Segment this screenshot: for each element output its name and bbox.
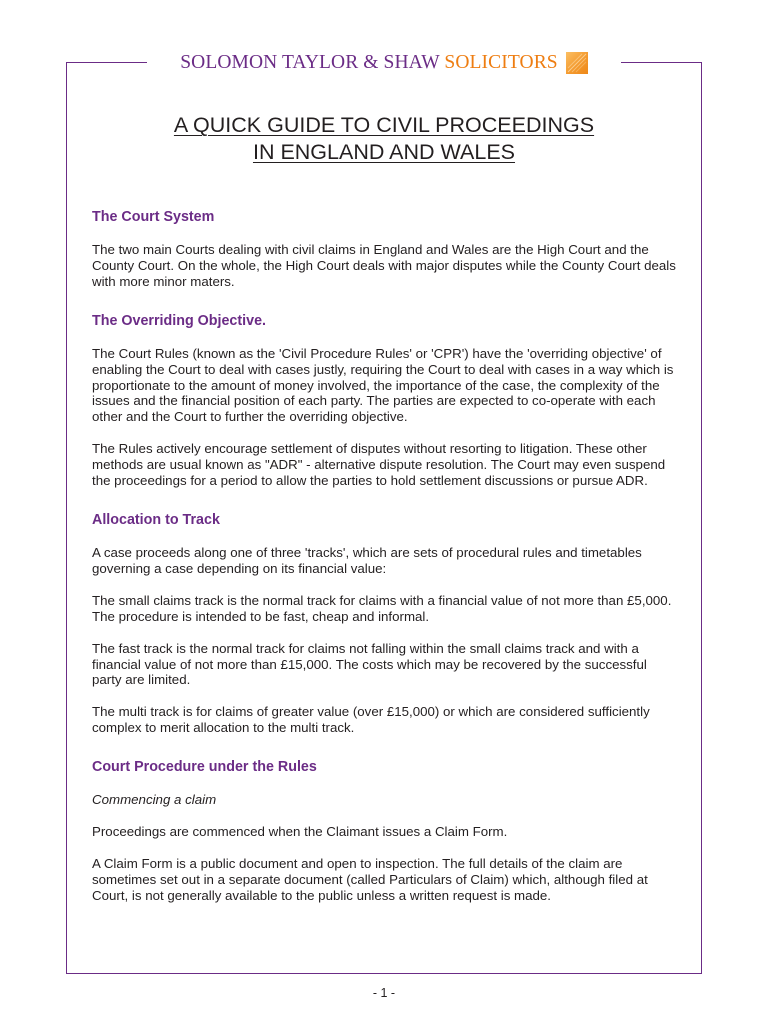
section-heading: Court Procedure under the Rules xyxy=(92,759,317,776)
paragraph: A case proceeds along one of three 'tracks', which are sets of procedural rules and timetables governing a case depending on its financial value: xyxy=(92,544,642,576)
paragraph: The fast track is the normal track for claims not falling within the small claims track and with a financial value of not more than £15,000. The costs which may be recovered by the successful party are limited. xyxy=(92,640,647,688)
section-overriding-objective xyxy=(92,313,676,489)
section-heading: The Court System xyxy=(92,209,215,225)
border-top-right xyxy=(621,62,702,63)
paragraph: A Claim Form is a public document and open to inspection. The full details of the claim are sometimes set out in a separate document (called Particulars of Claim) which, although filed at Court, is not generally available to the public unless a written request is made. xyxy=(92,855,648,903)
border-top-left xyxy=(66,62,147,63)
section-allocation-to-track xyxy=(92,512,676,736)
section-court-procedure xyxy=(92,759,676,904)
paragraph: The Rules actively encourage settlement of disputes without resorting to litigation. These other methods are usual known as "ADR" - alternative dispute resolution. The Court may even suspend the proceedings for a period to allow the parties to hold settlement discussions or pursue ADR. xyxy=(92,441,666,489)
subheading: Commencing a claim xyxy=(92,792,217,808)
title-line-2: IN ENGLAND AND WALES xyxy=(252,140,516,164)
paragraph: The Court Rules (known as the 'Civil Procedure Rules' or 'CPR') have the 'overriding objective' of enabling the Court to deal with cases justly, requiring the Court to deal with cases in a way which is proportionate to the amount of money involved, the importance of the case, the complexity of the issues and the financial position of each party. The parties are expected to co-operate with each other and the Court to further the overriding objective. xyxy=(92,345,674,425)
paragraph: Proceedings are commenced when the Claimant issues a Claim Form. xyxy=(92,824,508,840)
document-body xyxy=(92,209,676,920)
firm-name-main: SOLOMON TAYLOR & SHAW xyxy=(180,52,440,73)
page-number: - 1 - xyxy=(372,986,396,1000)
document-title xyxy=(66,112,702,166)
paragraph: The small claims track is the normal track for claims with a financial value of not more than £5,000. The procedure is intended to be fast, cheap and informal. xyxy=(92,592,672,624)
section-court-system xyxy=(92,209,676,290)
section-heading: Allocation to Track xyxy=(92,511,220,528)
section-heading: The Overriding Objective. xyxy=(92,312,266,329)
orange-square-logo-icon xyxy=(566,52,588,74)
paragraph: The multi track is for claims of greater value (over £15,000) or which are considered sufficiently complex to merit allocation to the multi track. xyxy=(92,704,650,736)
paragraph: The two main Courts dealing with civil claims in England and Wales are the High Court and the County Court. On the whole, the High Court deals with major disputes while the County Court deals with more minor maters. xyxy=(92,242,676,289)
firm-name xyxy=(180,52,558,74)
title-line-1: A QUICK GUIDE TO CIVIL PROCEEDINGS xyxy=(173,113,595,137)
letterhead xyxy=(148,50,620,76)
firm-name-tail: SOLICITORS xyxy=(444,52,558,73)
